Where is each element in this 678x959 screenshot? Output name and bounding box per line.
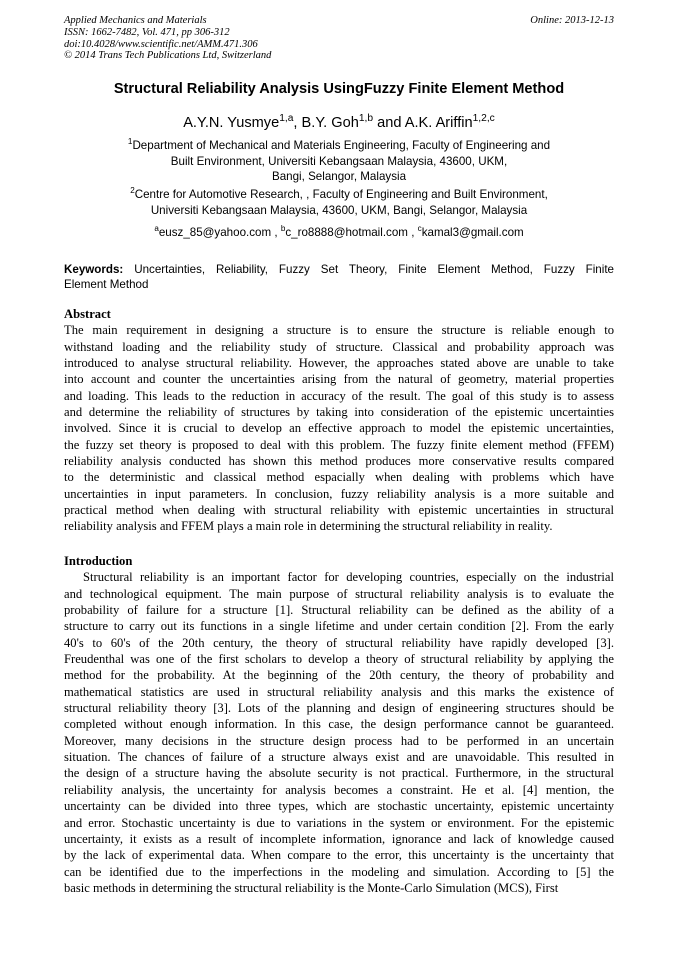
affiliation-line: Universiti Kebangsaan Malaysia, 43600, UKM, Bangi, Selangor, Malaysia: [150, 203, 528, 217]
author-affiliation-marker: 1,a: [279, 113, 294, 125]
text-line: uncertainty, it exists as a result of incomplete information, ignorance and lack of knowledge caused: [64, 831, 614, 846]
author-separator: and: [373, 115, 405, 131]
affiliation-line: Bangi, Selangor, Malaysia: [271, 170, 407, 183]
keywords: [64, 262, 614, 292]
text-line: withstand loading and the reliability study of structure. Classical and probability approach was: [64, 339, 614, 354]
text-line: method for the probability. At the beginning of the 20th century, the theory of probability and: [64, 668, 614, 683]
email-address: eusz_85@yahoo.com: [158, 226, 272, 239]
email-marker: c: [417, 224, 422, 234]
text-line: by the lack of experimental data. When compare to the error, this uncertainty is the uncertainty that: [64, 848, 614, 863]
journal-name: Applied Mechanics and Materials: [64, 15, 207, 26]
text-line: reliability analysis and FFEM plays a main role in determining the structural reliability in reality.: [64, 519, 553, 534]
author-name: B.Y. Goh: [301, 115, 359, 131]
text-line: Freudenthal was one of the first scholars to develop a theory of structural reliability by applying the: [64, 652, 614, 667]
text-line: uncertainties in input parameters. In conclusion, fuzzy reliability analysis is a more suitable and: [64, 486, 614, 501]
text-line: Structural reliability is an important factor for developing countries, especially on the industrial: [83, 570, 614, 585]
text-line: structure to carry out its functions in a single lifetime and under certain condition [2]. From the early: [64, 619, 614, 634]
text-line: The main requirement in designing a structure is to ensure the structure is reliable enough to: [64, 323, 614, 338]
text-line: reliability analysis, the uncertainty for analysis becomes a constraint. He et al. [4] mention, the: [64, 782, 614, 797]
abstract-body: [64, 322, 614, 534]
text-line: the design of a structure having the absolute security is not practical. Furthermore, in the structural: [64, 766, 614, 781]
online-date: Online: 2013-12-13: [530, 15, 614, 26]
abstract-heading: Abstract: [64, 307, 111, 321]
text-line: probability of failure for a structure [1]. Structural reliability can be defined as the ability of a: [64, 603, 614, 618]
text-line: introduced to analyse structural reliability. However, the approaches stated above are unable to take: [64, 356, 614, 371]
email-marker: b: [280, 224, 286, 234]
email-address: kamal3@gmail.com: [421, 226, 524, 239]
email-separator: ,: [407, 226, 418, 239]
keywords-text: Uncertainties, Reliability, Fuzzy Set Theory, Finite Element Method, Fuzzy Finite: [123, 263, 614, 276]
author-name: A.Y.N. Yusmye: [183, 115, 280, 131]
author-name: A.K. Ariffin: [404, 115, 473, 131]
affiliation-line: Department of Mechanical and Materials Engineering, Faculty of Engineering and: [132, 139, 551, 152]
text-line: Moreover, many decisions in the structure design process had to be performed in an uncertain: [64, 733, 614, 748]
email-separator: ,: [271, 226, 281, 239]
copyright: © 2014 Trans Tech Publications Ltd, Switzerland: [64, 50, 272, 62]
author-emails: [0, 225, 678, 241]
text-line: basic methods in determining the structural reliability is the Monte-Carlo Simulation (MCS), First: [64, 880, 559, 895]
text-line: reliability analysis conducted has shown this method produces more conservative results compared: [64, 454, 614, 469]
affiliation-2: [0, 187, 678, 218]
text-line: structural reliability theory [3]. Lots of the planning and design of engineering structures should be: [64, 701, 614, 716]
keywords-label: Keywords:: [64, 263, 124, 276]
text-line: and loading. This leads to the reduction in accuracy of the result. The goal of this study is to assess: [64, 388, 614, 403]
text-line: into account and counter the uncertainties arising from the natural of geometry, material properties: [64, 372, 614, 387]
affiliation-marker: 2: [130, 186, 135, 196]
text-line: mathematical statistics are used in structural reliability analysis and this marks the existence of: [64, 684, 614, 699]
introduction-body: [64, 569, 614, 896]
introduction-heading: Introduction: [64, 554, 133, 568]
email-address: c_ro8888@hotmail.com: [285, 226, 408, 239]
text-line: to the deterministic and classical method espacially when dealing with problems which have: [64, 470, 614, 485]
affiliation-1: [0, 138, 678, 185]
journal-info: [64, 15, 271, 62]
affiliation-line: Centre for Automotive Research, , Faculty of Engineering and Built Environment,: [134, 188, 548, 201]
authors: [0, 115, 678, 131]
abstract-section: [64, 306, 614, 535]
author-affiliation-marker: 1,b: [358, 113, 374, 125]
text-line: practical method when dealing with structural reliability with epistemic uncertainties in structural: [64, 503, 614, 518]
text-line: involved. Since it is crucial to develop an effective approach to model the epistemic uncertainties,: [64, 421, 614, 436]
paper-title: Structural Reliability Analysis UsingFuzzy Finite Element Method: [113, 81, 565, 97]
doi: doi:10.4028/www.scientific.net/AMM.471.306: [64, 38, 258, 50]
text-line: 40's to 60's of the 20th century, the theory of structural reliability have rapidly developed [3].: [64, 635, 614, 650]
keywords-text: Element Method: [64, 278, 149, 291]
text-line: situation. The chances of failure of a structure always exist and are unavoidable. This resulted in: [64, 750, 614, 765]
text-line: and error. Stochastic uncertainty is due to variations in the system or environment. For the epistemic: [64, 815, 614, 830]
issn-volume: ISSN: 1662-7482, Vol. 471, pp 306-312: [64, 26, 230, 38]
text-line: and determine the reliability of structures by taking into consideration of the epistemic uncertainties: [64, 405, 614, 420]
text-line: the fuzzy set theory is proposed to deal with this problem. The fuzzy finite element method (FFEM): [64, 437, 614, 452]
author-separator: ,: [293, 115, 302, 131]
text-line: can be identified due to the imperfections in the modeling and simulation. According to [5] the: [64, 864, 614, 879]
text-line: and technological equipment. The main purpose of structural reliability analysis is to evaluate the: [64, 586, 614, 601]
introduction-section: [64, 553, 614, 896]
text-line: uncertainty can be divided into three types, which are stochastic uncertainty, epistemic uncertainty: [64, 799, 614, 814]
text-line: completed without enough information. In this case, the design performance cannot be guaranteed.: [64, 717, 614, 732]
email-marker: a: [154, 224, 159, 234]
affiliation-line: Built Environment, Universiti Kebangsaan Malaysia, 43600, UKM,: [170, 154, 508, 168]
affiliation-marker: 1: [127, 137, 133, 147]
author-affiliation-marker: 1,2,c: [472, 113, 495, 125]
